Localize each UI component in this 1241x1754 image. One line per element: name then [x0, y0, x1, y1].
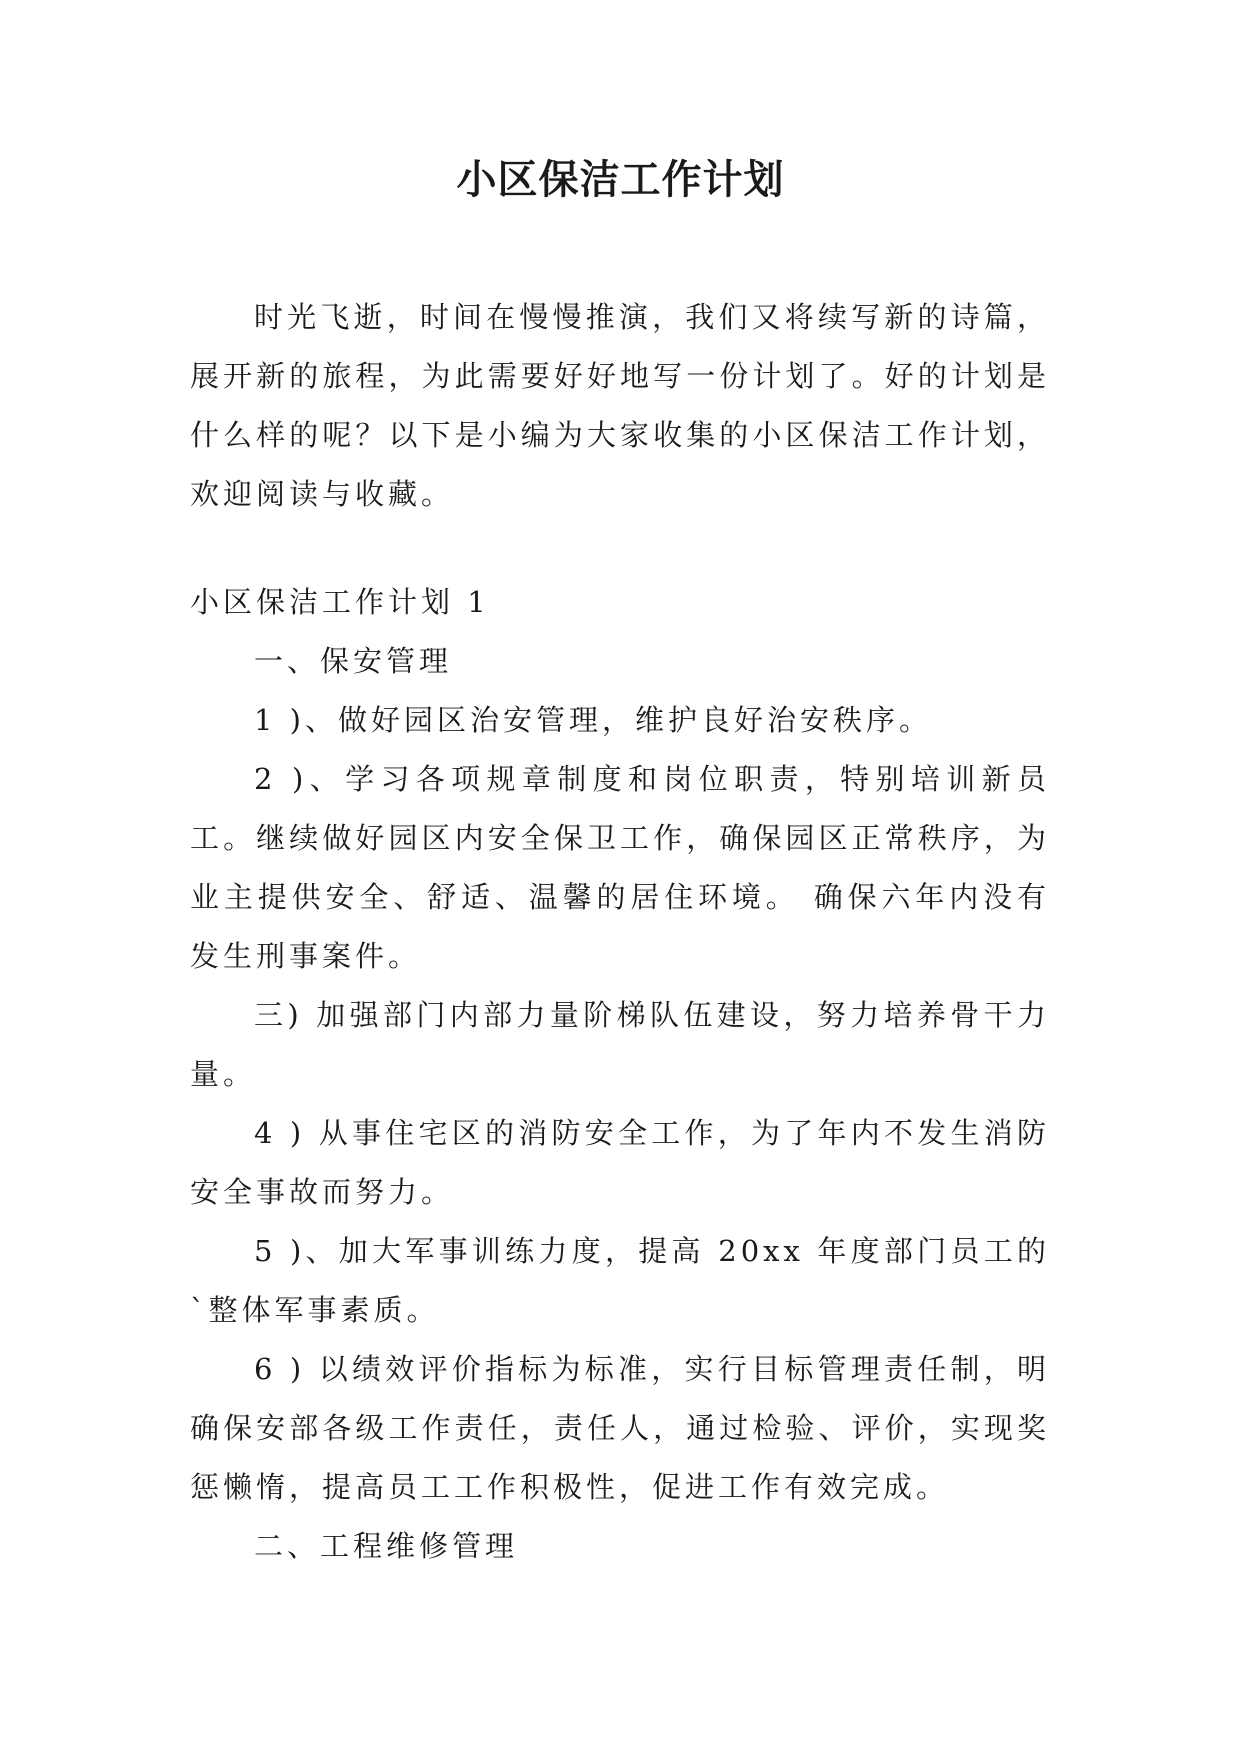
list-item-1: 1 )、做好园区治安管理，维护良好治安秩序。 — [254, 703, 932, 737]
intro-section — [190, 288, 1050, 524]
list-item-2: 2 )、学习各项规章制度和岗位职责，特别培训新员工。继续做好园区内安全保卫工作，确保园区正常秩序，为业主提供安全、舒适、温馨的居住环境。 确保六年内没有发生刑事案件。 — [190, 762, 1050, 973]
intro-paragraph: 时光飞逝，时间在慢慢推演，我们又将续写新的诗篇，展开新的旅程，为此需要好好地写一份计划了。好的计划是什么样的呢？以下是小编为大家收集的小区保洁工作计划，欢迎阅读与收藏。 — [190, 300, 1050, 511]
part2-heading: 二、工程维修管理 — [254, 1529, 519, 1563]
page-title: 小区保洁工作计划 — [456, 157, 785, 203]
section-heading: 小区保洁工作计划 1 — [190, 585, 490, 619]
list-item-6: 6 ) 以绩效评价指标为标准，实行目标管理责任制，明确保安部各级工作责任，责任人，通过检验、评价，实现奖惩懒惰，提高员工工作积极性，促进工作有效完成。 — [190, 1352, 1050, 1504]
part1-heading: 一、保安管理 — [254, 644, 453, 678]
list-item-4: 4 ) 从事住宅区的消防安全工作，为了年内不发生消防安全事故而努力。 — [190, 1116, 1050, 1209]
list-item-3: 三) 加强部门内部力量阶梯队伍建设，努力培养骨干力量。 — [190, 998, 1050, 1091]
list-item-5: 5 )、加大军事训练力度，提高 20xx 年度部门员工的`整体军事素质。 — [190, 1234, 1050, 1327]
plan-section — [190, 573, 1050, 1576]
